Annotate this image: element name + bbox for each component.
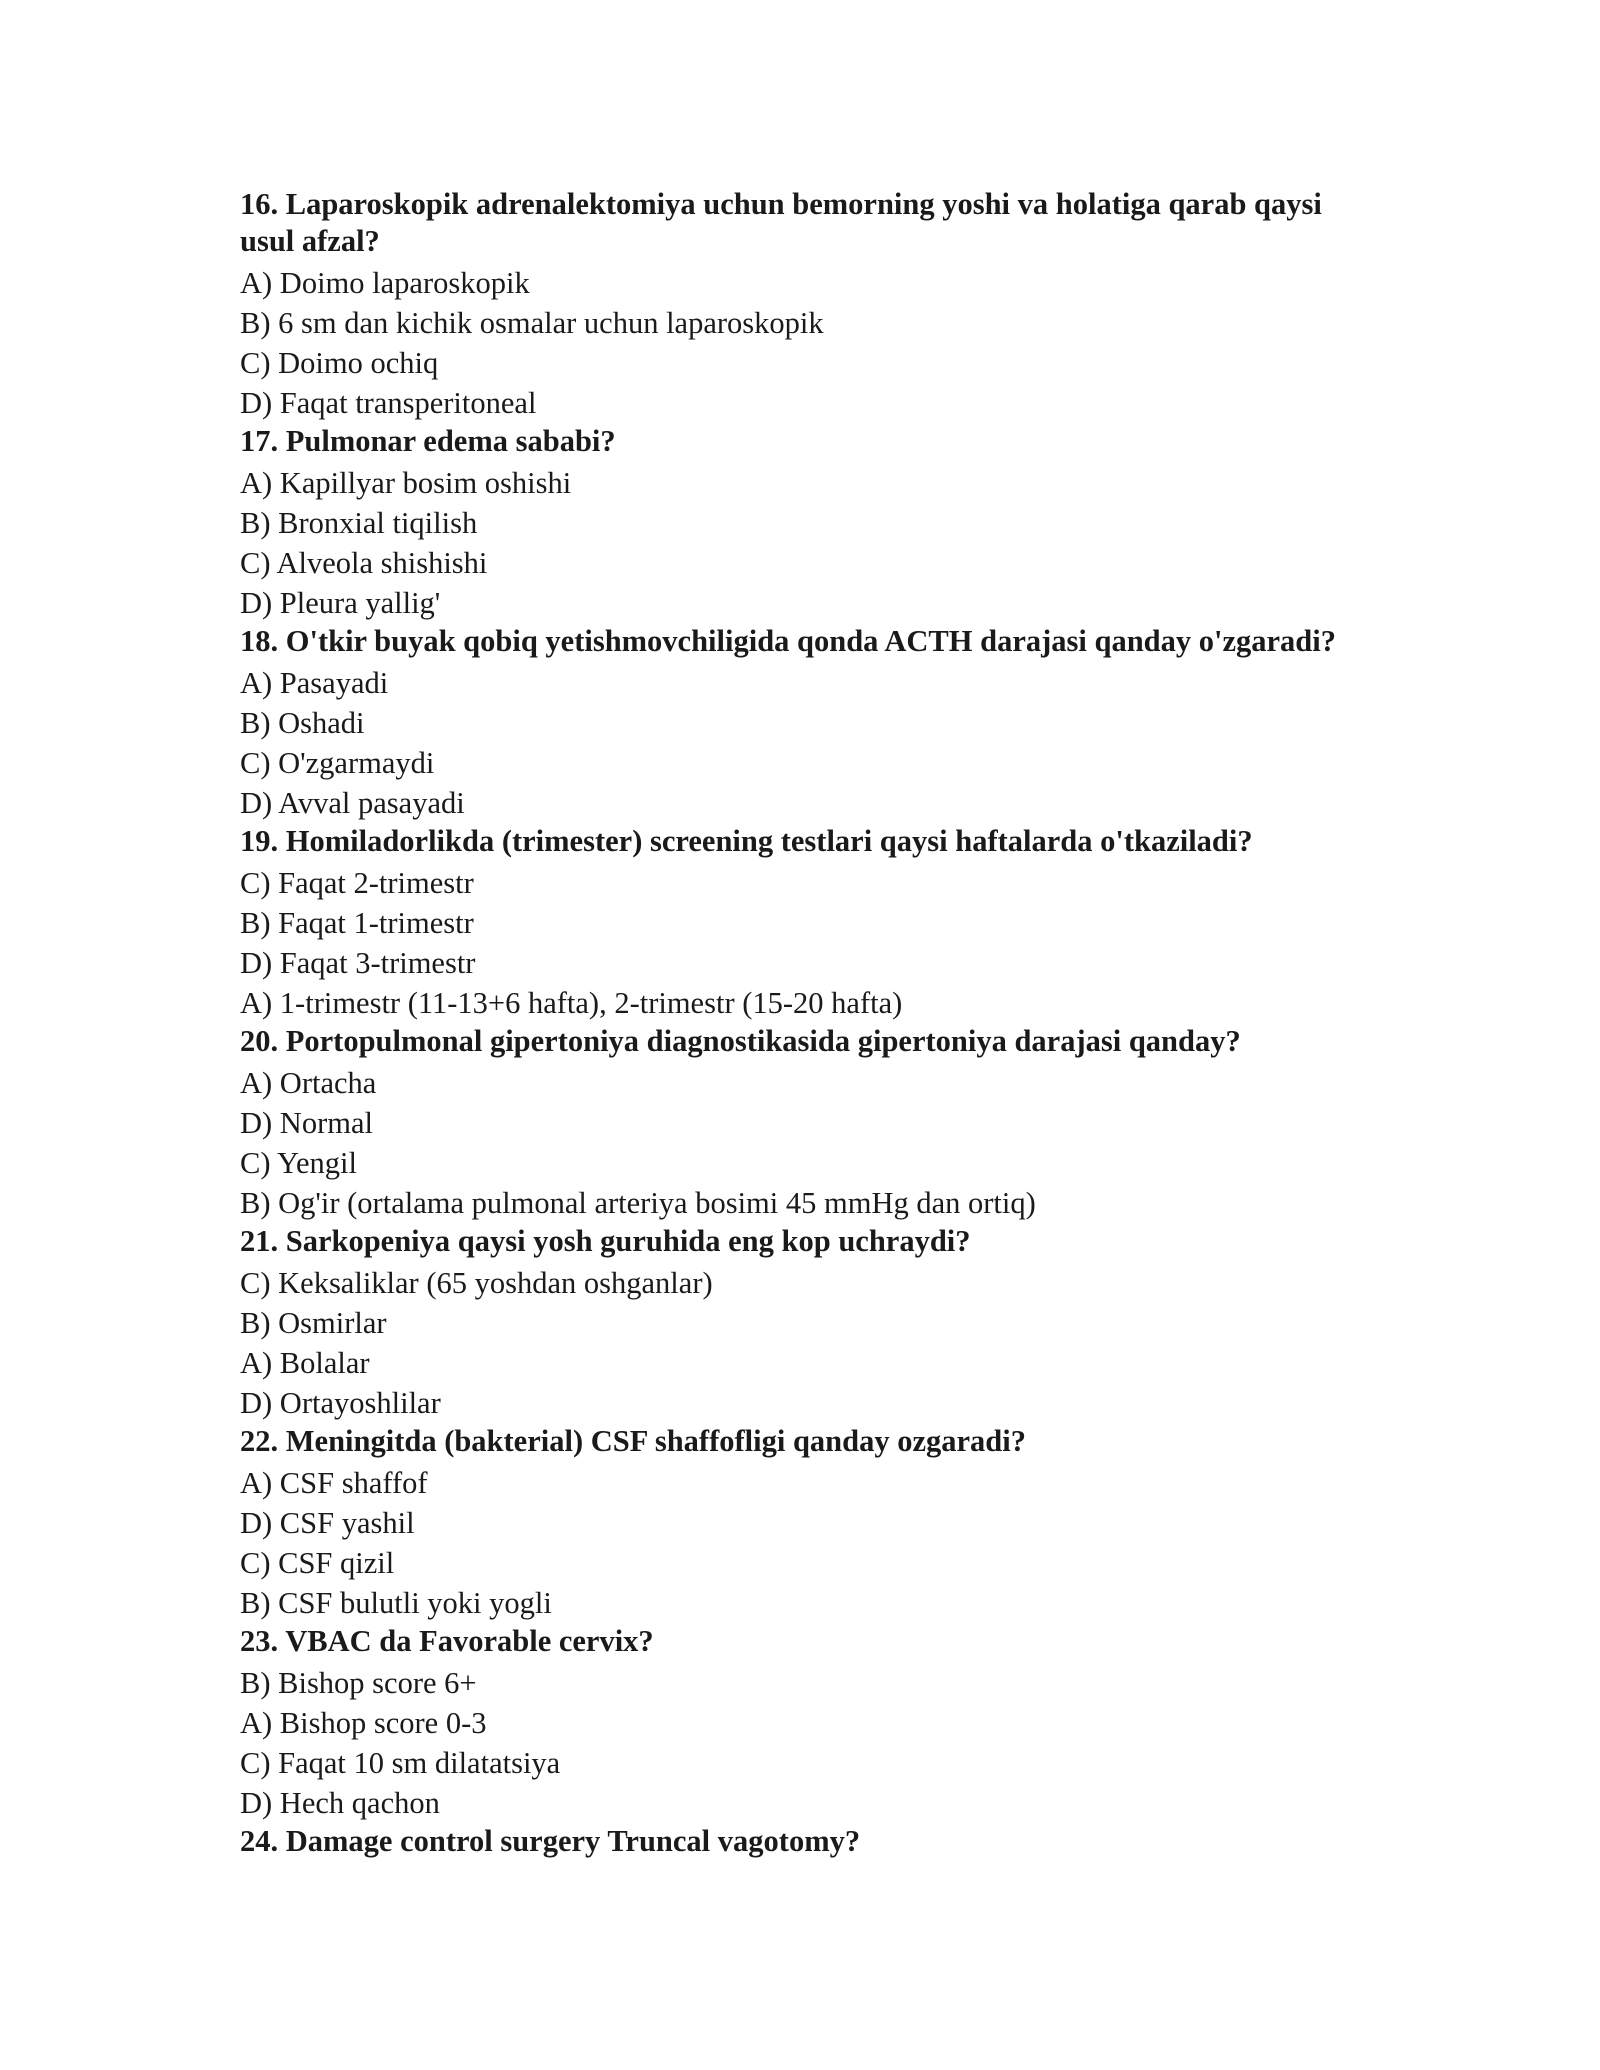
answer-option: C) O'zgarmaydi bbox=[240, 746, 435, 780]
question-text: 22. Meningitda (bakterial) CSF shaffofligi qanday ozgaradi? bbox=[240, 1424, 1026, 1458]
answer-option: A) Bishop score 0-3 bbox=[240, 1706, 487, 1740]
question-text: 20. Portopulmonal gipertoniya diagnostikasida gipertoniya darajasi qanday? bbox=[240, 1024, 1241, 1058]
answer-option: D) Faqat 3-trimestr bbox=[240, 946, 476, 980]
answer-option: D) Avval pasayadi bbox=[240, 786, 465, 820]
answer-option: A) CSF shaffof bbox=[240, 1466, 428, 1500]
question-block bbox=[240, 1423, 1380, 1623]
question-block bbox=[240, 1623, 1380, 1823]
question-list bbox=[240, 186, 1380, 1863]
question-text: 16. Laparoskopik adrenalektomiya uchun bemorning yoshi va holatiga qarab qaysi usul afzal? bbox=[240, 187, 1322, 258]
answer-option: B) Oshadi bbox=[240, 706, 365, 740]
answer-option: D) Normal bbox=[240, 1106, 373, 1140]
question-block bbox=[240, 1823, 1380, 1860]
question-block bbox=[240, 1223, 1380, 1423]
question-text: 23. VBAC da Favorable cervix? bbox=[240, 1624, 654, 1658]
answer-option: D) Faqat transperitoneal bbox=[240, 386, 537, 420]
question-text: 19. Homiladorlikda (trimester) screening testlari qaysi haftalarda o'tkaziladi? bbox=[240, 824, 1253, 858]
answer-option: D) CSF yashil bbox=[240, 1506, 415, 1540]
answer-option: A) Bolalar bbox=[240, 1346, 370, 1380]
question-block bbox=[240, 1023, 1380, 1223]
question-block bbox=[240, 423, 1380, 623]
answer-option: C) Faqat 2-trimestr bbox=[240, 866, 474, 900]
answer-option: B) Og'ir (ortalama pulmonal arteriya bosimi 45 mmHg dan ortiq) bbox=[240, 1186, 1036, 1220]
answer-option: B) CSF bulutli yoki yogli bbox=[240, 1586, 552, 1620]
answer-option: A) Kapillyar bosim oshishi bbox=[240, 466, 572, 500]
answer-option: B) Faqat 1-trimestr bbox=[240, 906, 474, 940]
answer-option: A) 1-trimestr (11-13+6 hafta), 2-trimestr (15-20 hafta) bbox=[240, 986, 903, 1020]
answer-option: C) Keksaliklar (65 yoshdan oshganlar) bbox=[240, 1266, 713, 1300]
answer-option: D) Pleura yallig' bbox=[240, 586, 441, 620]
question-block bbox=[240, 186, 1380, 423]
answer-option: C) Doimo ochiq bbox=[240, 346, 439, 380]
answer-option: C) Faqat 10 sm dilatatsiya bbox=[240, 1746, 561, 1780]
answer-option: D) Ortayoshlilar bbox=[240, 1386, 441, 1420]
answer-option: B) Bronxial tiqilish bbox=[240, 506, 478, 540]
answer-option: C) CSF qizil bbox=[240, 1546, 395, 1580]
question-text: 24. Damage control surgery Truncal vagotomy? bbox=[240, 1824, 861, 1858]
question-text: 18. O'tkir buyak qobiq yetishmovchiligida qonda ACTH darajasi qanday o'zgaradi? bbox=[240, 624, 1336, 658]
answer-option: A) Ortacha bbox=[240, 1066, 377, 1100]
answer-option: D) Hech qachon bbox=[240, 1786, 440, 1820]
question-text: 21. Sarkopeniya qaysi yosh guruhida eng kop uchraydi? bbox=[240, 1224, 971, 1258]
answer-option: C) Yengil bbox=[240, 1146, 357, 1180]
question-block bbox=[240, 623, 1380, 823]
question-text: 17. Pulmonar edema sababi? bbox=[240, 424, 616, 458]
answer-option: C) Alveola shishishi bbox=[240, 546, 488, 580]
answer-option: B) Bishop score 6+ bbox=[240, 1666, 477, 1700]
answer-option: B) Osmirlar bbox=[240, 1306, 387, 1340]
answer-option: A) Doimo laparoskopik bbox=[240, 266, 530, 300]
answer-option: A) Pasayadi bbox=[240, 666, 389, 700]
question-block bbox=[240, 823, 1380, 1023]
answer-option: B) 6 sm dan kichik osmalar uchun laparoskopik bbox=[240, 306, 824, 340]
